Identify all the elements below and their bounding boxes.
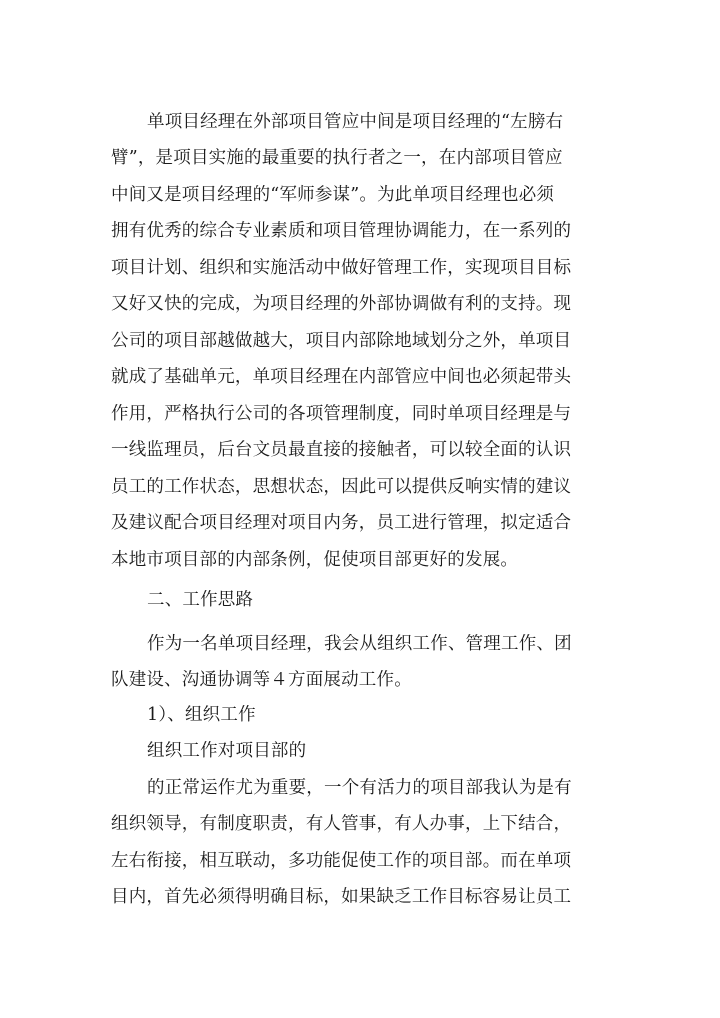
section-heading: 二、工作思路 xyxy=(147,590,254,610)
paragraph-line: 中间又是项目经理的“军师参谋”。为此单项目经理也必须 xyxy=(111,185,555,205)
paragraph-line: 项目计划、组织和实施活动中做好管理工作，实现项目目标 xyxy=(111,258,572,278)
paragraph-line: 队建设、沟通协调等４方面展动工作。 xyxy=(111,670,412,690)
paragraph-line: 本地市项目部的内部条例，促使项目部更好的发展。 xyxy=(111,550,519,570)
subsection-heading: 1）、组织工作 xyxy=(147,705,256,725)
paragraph-line: 单项目经理在外部项目管应中间是项目经理的“左膀右 xyxy=(147,112,564,132)
paragraph-line: 作用，严格执行公司的各项管理制度，同时单项目经理是与 xyxy=(111,404,572,424)
paragraph-line: 一线监理员，后台文员最直接的接触者，可以较全面的认识 xyxy=(111,440,572,460)
paragraph-line: 又好又快的完成，为项目经理的外部协调做有利的支持。现 xyxy=(111,294,572,314)
paragraph-line: 组织领导，有制度职责，有人管事，有人办事，上下结合， xyxy=(111,814,572,834)
paragraph-line: 的正常运作尤为重要，一个有活力的项目部我认为是有 xyxy=(147,778,572,798)
paragraph-line: 目内，首先必须得明确目标，如果缺乏工作目标容易让员工 xyxy=(111,887,572,907)
paragraph-line: 组织工作对项目部的 xyxy=(147,741,307,761)
paragraph-line: 作为一名单项目经理，我会从组织工作、管理工作、团 xyxy=(147,634,572,654)
paragraph-line: 左右衔接，相互联动，多功能促使工作的项目部。而在单项 xyxy=(111,851,572,871)
paragraph-line: 员工的工作状态，思想状态，因此可以提供反响实情的建议 xyxy=(111,477,572,497)
paragraph-line: 公司的项目部越做越大，项目内部除地域划分之外，单项目 xyxy=(111,331,572,351)
paragraph-line: 拥有优秀的综合专业素质和项目管理协调能力，在一系列的 xyxy=(111,221,572,241)
paragraph-line: 臂”，是项目实施的最重要的执行者之一，在内部项目管应 xyxy=(111,148,563,168)
paragraph-line: 就成了基础单元，单项目经理在内部管应中间也必须起带头 xyxy=(111,367,572,387)
paragraph-line: 及建议配合项目经理对项目内务，员工进行管理，拟定适合 xyxy=(111,513,572,533)
